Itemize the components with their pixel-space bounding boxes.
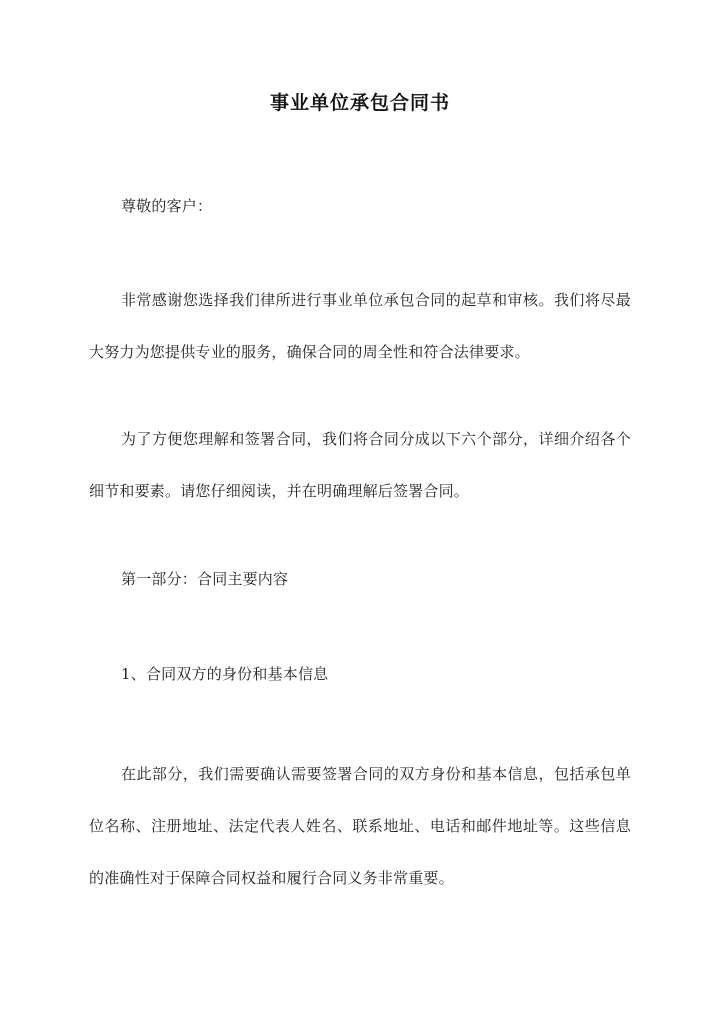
item1-detail-paragraph: 在此部分，我们需要确认需要签署合同的双方身份和基本信息，包括承包单位名称、注册地址、法定代表人姓名、联系地址、电话和邮件地址等。这些信息的准确性对于保障合同权益和履行合同义务非常重要。	[89, 765, 631, 887]
document-title: 事业单位承包合同书	[269, 92, 450, 114]
part1-heading: 第一部分：合同主要内容	[121, 570, 289, 588]
item1-heading: 1、合同双方的身份和基本信息	[121, 665, 329, 683]
intro-paragraph: 为了方便您理解和签署合同，我们将合同分成以下六个部分，详细介绍各个细节和要素。请您仔细阅读，并在明确理解后签署合同。	[89, 430, 631, 500]
thanks-paragraph: 非常感谢您选择我们律所进行事业单位承包合同的起草和审核。我们将尽最大努力为您提供专业的服务，确保合同的周全性和符合法律要求。	[89, 291, 631, 361]
greeting-paragraph: 尊敬的客户：	[121, 197, 213, 215]
